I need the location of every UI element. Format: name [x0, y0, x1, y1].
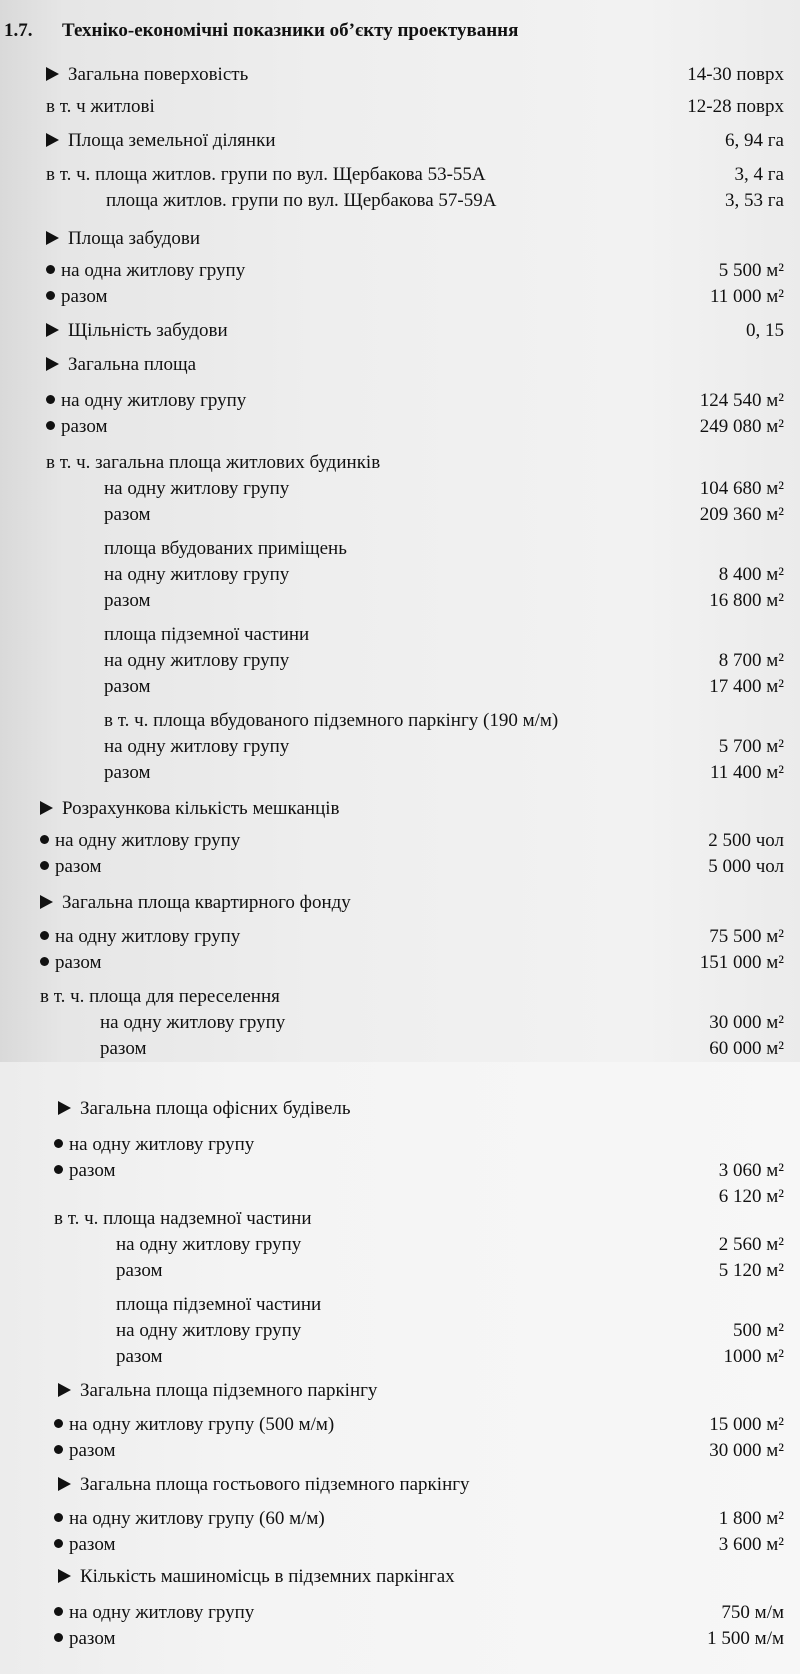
dot-bullet-icon — [54, 1513, 63, 1522]
section-header-row — [46, 64, 248, 86]
indicator-value: 2 500 чол — [708, 830, 784, 851]
section-header-row — [58, 1098, 351, 1120]
indicator-label — [104, 590, 151, 612]
label-text: Загальна площа — [68, 354, 197, 375]
indicator-label — [46, 452, 380, 474]
indicator-label — [54, 1208, 312, 1230]
indicator-value: 209 360 м² — [699, 504, 784, 525]
indicator-label — [104, 478, 289, 500]
dot-bullet-icon — [46, 291, 55, 300]
label-text: разом — [104, 676, 151, 697]
label-text: в т. ч. площа житлов. групи по вул. Щербакова 53-55А — [46, 164, 486, 185]
indicator-label — [116, 1346, 163, 1368]
indicator-value: 3, 4 га — [734, 164, 784, 185]
indicator-value: 17 400 м² — [709, 676, 784, 697]
indicator-label — [116, 1294, 321, 1316]
label-text: на одну житлову групу — [100, 1012, 286, 1033]
bullet-row-label — [46, 416, 108, 438]
dot-bullet-icon — [40, 957, 49, 966]
label-text: разом — [55, 952, 102, 973]
section-header-row — [46, 228, 200, 250]
indicator-value: 2 560 м² — [718, 1234, 784, 1255]
indicator-label — [104, 762, 151, 784]
indicator-value: 1000 м² — [723, 1346, 784, 1367]
indicator-value: 151 000 м² — [699, 952, 784, 973]
indicator-value: 500 м² — [733, 1320, 784, 1341]
dot-bullet-icon — [40, 861, 49, 870]
indicator-label — [106, 190, 496, 212]
indicator-value: 104 680 м² — [699, 478, 784, 499]
dot-bullet-icon — [54, 1445, 63, 1454]
indicator-value: 11 000 м² — [709, 286, 784, 307]
label-text: разом — [61, 416, 108, 437]
indicator-value: 0, 15 — [746, 320, 784, 341]
dot-bullet-icon — [40, 835, 49, 844]
indicator-value: 750 м/м — [721, 1602, 784, 1623]
label-text: на одну житлову групу — [104, 736, 290, 757]
indicator-value: 8 700 м² — [718, 650, 784, 671]
indicator-value: 3, 53 га — [725, 190, 784, 211]
indicator-value: 3 600 м² — [718, 1534, 784, 1555]
indicator-value: 6 120 м² — [718, 1186, 784, 1207]
indicator-value: 5 500 м² — [718, 260, 784, 281]
indicator-value: 5 000 чол — [708, 856, 784, 877]
dot-bullet-icon — [54, 1539, 63, 1548]
label-text: в т. ч житлові — [46, 96, 155, 117]
indicator-value: 16 800 м² — [709, 590, 784, 611]
indicator-label — [116, 1260, 163, 1282]
label-text: разом — [69, 1628, 116, 1649]
indicator-value: 14-30 поврх — [687, 64, 784, 85]
label-text: Розрахункова кількість мешканців — [62, 798, 340, 819]
bullet-row-label — [40, 926, 240, 948]
bullet-row-label — [40, 830, 240, 852]
indicator-label — [116, 1234, 301, 1256]
dot-bullet-icon — [46, 395, 55, 404]
triangle-bullet-icon — [46, 323, 59, 337]
label-text: на одну житлову групу — [104, 650, 290, 671]
indicator-value: 8 400 м² — [718, 564, 784, 585]
indicator-value: 1 500 м/м — [707, 1628, 784, 1649]
label-text: на одну житлову групу (60 м/м) — [69, 1508, 325, 1529]
label-text: на одну житлову групу — [55, 830, 241, 851]
label-text: Площа забудови — [68, 228, 201, 249]
dot-bullet-icon — [40, 931, 49, 940]
label-text: разом — [100, 1038, 147, 1059]
bullet-row-label — [54, 1440, 116, 1462]
indicator-value: 249 080 м² — [699, 416, 784, 437]
bullet-row-label — [40, 952, 102, 974]
label-text: Щільність забудови — [68, 320, 228, 341]
bullet-row-label — [54, 1160, 116, 1182]
label-text: разом — [104, 590, 151, 611]
indicator-label — [104, 736, 289, 758]
triangle-bullet-icon — [46, 133, 59, 147]
label-text: Кількість машиномісць в підземних паркінгах — [80, 1566, 455, 1587]
indicator-label — [100, 1012, 285, 1034]
indicator-value: 60 000 м² — [709, 1038, 784, 1059]
label-text: в т. ч. площа для переселення — [40, 986, 280, 1007]
indicator-value: 5 120 м² — [718, 1260, 784, 1281]
section-header-row — [58, 1380, 377, 1402]
bullet-row-label — [54, 1602, 254, 1624]
indicator-value: 124 540 м² — [699, 390, 784, 411]
indicator-label — [46, 164, 486, 186]
triangle-bullet-icon — [46, 231, 59, 245]
indicator-label — [40, 986, 280, 1008]
section-header-row — [46, 354, 196, 376]
section-header-row — [58, 1474, 470, 1496]
indicator-label — [104, 650, 289, 672]
dot-bullet-icon — [54, 1607, 63, 1616]
indicator-label — [104, 676, 151, 698]
label-text: разом — [116, 1346, 163, 1367]
bullet-row-label — [46, 286, 108, 308]
indicator-label — [116, 1320, 301, 1342]
label-text: разом — [104, 504, 151, 525]
indicator-value: 6, 94 га — [725, 130, 784, 151]
indicator-value: 1 800 м² — [718, 1508, 784, 1529]
dot-bullet-icon — [54, 1419, 63, 1428]
label-text: Загальна площа гостьового підземного паркінгу — [80, 1474, 470, 1495]
section-header-row — [58, 1566, 455, 1588]
indicator-value: 75 500 м² — [709, 926, 784, 947]
label-text: в т. ч. загальна площа житлових будинків — [46, 452, 381, 473]
label-text: на одну житлову групу — [55, 926, 241, 947]
label-text: в т. ч. площа надземної частини — [54, 1208, 312, 1229]
triangle-bullet-icon — [58, 1383, 71, 1397]
bullet-row-label — [54, 1534, 116, 1556]
label-text: разом — [69, 1160, 116, 1181]
label-text: площа підземної частини — [104, 624, 310, 645]
bullet-row-label — [54, 1628, 116, 1650]
label-text: разом — [116, 1260, 163, 1281]
label-text: разом — [69, 1534, 116, 1555]
indicator-label — [104, 504, 151, 526]
section-title — [4, 20, 518, 42]
label-text: на одну житлову групу — [61, 390, 247, 411]
label-text: на одна житлову групу — [61, 260, 246, 281]
label-text: разом — [69, 1440, 116, 1461]
label-text: Загальна площа квартирного фонду — [62, 892, 351, 913]
bullet-row-label — [54, 1134, 254, 1156]
label-text: на одну житлову групу — [104, 478, 290, 499]
triangle-bullet-icon — [40, 895, 53, 909]
section-header-row — [40, 892, 351, 914]
bullet-row-label — [46, 260, 245, 282]
triangle-bullet-icon — [40, 801, 53, 815]
indicator-value: 15 000 м² — [709, 1414, 784, 1435]
label-text: площа підземної частини — [116, 1294, 322, 1315]
section-header-row — [46, 320, 228, 342]
indicator-label — [104, 710, 558, 732]
indicator-label — [46, 96, 155, 118]
indicator-value: 5 700 м² — [718, 736, 784, 757]
triangle-bullet-icon — [58, 1569, 71, 1583]
triangle-bullet-icon — [58, 1101, 71, 1115]
dot-bullet-icon — [54, 1165, 63, 1174]
section-heading: Техніко-економічні показники об’єкту проектування — [62, 20, 519, 41]
label-text: площа житлов. групи по вул. Щербакова 57-59А — [106, 190, 497, 211]
bullet-row-label — [40, 856, 102, 878]
indicator-value: 3 060 м² — [718, 1160, 784, 1181]
bullet-row-label — [54, 1508, 325, 1530]
indicator-label — [104, 564, 289, 586]
label-text: на одну житлову групу — [116, 1320, 302, 1341]
label-text: на одну житлову групу — [69, 1134, 255, 1155]
label-text: на одну житлову групу — [69, 1602, 255, 1623]
indicator-label — [104, 538, 347, 560]
dot-bullet-icon — [46, 421, 55, 430]
dot-bullet-icon — [54, 1633, 63, 1642]
indicator-value: 11 400 м² — [709, 762, 784, 783]
label-text: Загальна площа офісних будівель — [80, 1098, 351, 1119]
indicator-label — [100, 1038, 147, 1060]
label-text: в т. ч. площа вбудованого підземного паркінгу (190 м/м) — [104, 710, 559, 731]
section-header-row — [40, 798, 340, 820]
label-text: разом — [55, 856, 102, 877]
label-text: разом — [61, 286, 108, 307]
triangle-bullet-icon — [46, 357, 59, 371]
indicator-value: 12-28 поврх — [687, 96, 784, 117]
label-text: на одну житлову групу — [116, 1234, 302, 1255]
dot-bullet-icon — [46, 265, 55, 274]
label-text: на одну житлову групу — [104, 564, 290, 585]
dot-bullet-icon — [54, 1139, 63, 1148]
indicator-label — [104, 624, 309, 646]
label-text: Загальна поверховість — [68, 64, 249, 85]
bullet-row-label — [54, 1414, 334, 1436]
label-text: Загальна площа підземного паркінгу — [80, 1380, 378, 1401]
indicator-value: 30 000 м² — [709, 1012, 784, 1033]
triangle-bullet-icon — [46, 67, 59, 81]
label-text: площа вбудованих приміщень — [104, 538, 347, 559]
label-text: разом — [104, 762, 151, 783]
indicator-value: 30 000 м² — [709, 1440, 784, 1461]
section-number: 1.7. — [4, 20, 33, 41]
label-text: Площа земельної ділянки — [68, 130, 276, 151]
section-header-row — [46, 130, 276, 152]
triangle-bullet-icon — [58, 1477, 71, 1491]
label-text: на одну житлову групу (500 м/м) — [69, 1414, 335, 1435]
bullet-row-label — [46, 390, 246, 412]
